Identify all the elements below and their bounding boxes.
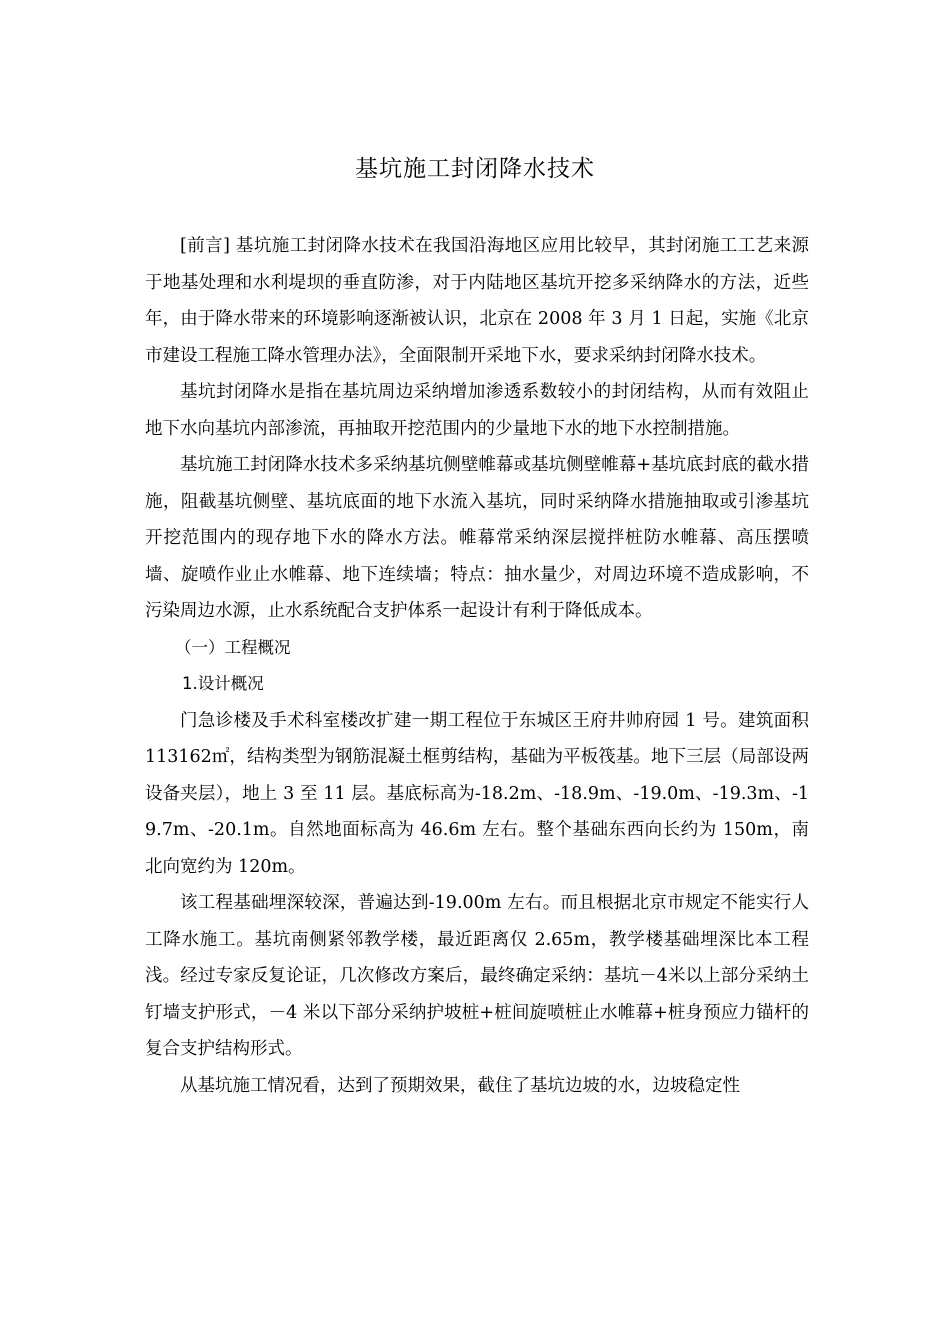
paragraph-definition: 基坑封闭降水是指在基坑周边采纳增加渗透系数较小的封闭结构，从而有效阻止地下水向基坑内部渗流，再抽取开挖范围内的少量地下水的地下水控制措施。 — [145, 382, 809, 439]
document-body — [145, 228, 809, 1104]
paragraph-technique: 基坑施工封闭降水技术多采纳基坑侧壁帷幕或基坑侧壁帷幕+基坑底封底的截水措施，阻截基坑侧壁、基坑底面的地下水流入基坑，同时采纳降水措施抽取或引渗基坑开挖范围内的现存地下水的降水方法。帷幕常采纳深层搅拌桩防水帷幕、高压摆喷墙、旋喷作业止水帷幕、地下连续墙；特点：抽水量少，对周边环境不造成影响，不污染周边水源，止水系统配合支护体系一起设计有利于降低成本。 — [145, 455, 809, 621]
section-heading: （一）工程概况 — [175, 637, 291, 657]
paragraph-project-overview: 门急诊楼及手术科室楼改扩建一期工程位于东城区王府井帅府园 1 号。建筑面积 113162㎡，结构类型为钢筋混凝土框剪结构，基础为平板筏基。地下三层（局部设两设备夹层），地上 3 至 11 层。基底标高为-18.2m、-18.9m、-19.0m、-19.3m、-19.7m、-20.1m。自然地面标高为 46.6m 左右。整个基础东西向长约为 150m，南北向宽约为 120m。 — [145, 710, 809, 877]
paragraph-foundation-depth: 该工程基础埋深较深，普遍达到-19.00m 左右。而且根据北京市规定不能实行人工降水施工。基坑南侧紧邻教学楼，最近距离仅 2.65m，教学楼基础埋深比本工程浅。经过专家反复论证，几次修改方案后，最终确定采纳：基坑－4米以上部分采纳土钉墙支护形式，－4 米以下部分采纳护坡桩+桩间旋喷桩止水帷幕+桩身预应力锚杆的复合支护结构形式。 — [145, 893, 809, 1059]
subsection-heading: 1.设计概况 — [182, 674, 264, 693]
paragraph-preface: [前言] 基坑施工封闭降水技术在我国沿海地区应用比较早，其封闭施工工艺来源于地基处理和水利堤坝的垂直防渗，对于内陆地区基坑开挖多采纳降水的方法，近些年，由于降水带来的环境影响逐渐被认识，北京在 2008 年 3 月 1 日起，实施《北京市建设工程施工降水管理办法》，全面限制开采地下水，要求采纳封闭降水技术。 — [145, 236, 809, 366]
paragraph-construction-result: 从基坑施工情况看，达到了预期效果，截住了基坑边坡的水，边坡稳定性 — [180, 1075, 740, 1096]
document-title: 基坑施工封闭降水技术 — [355, 156, 595, 182]
